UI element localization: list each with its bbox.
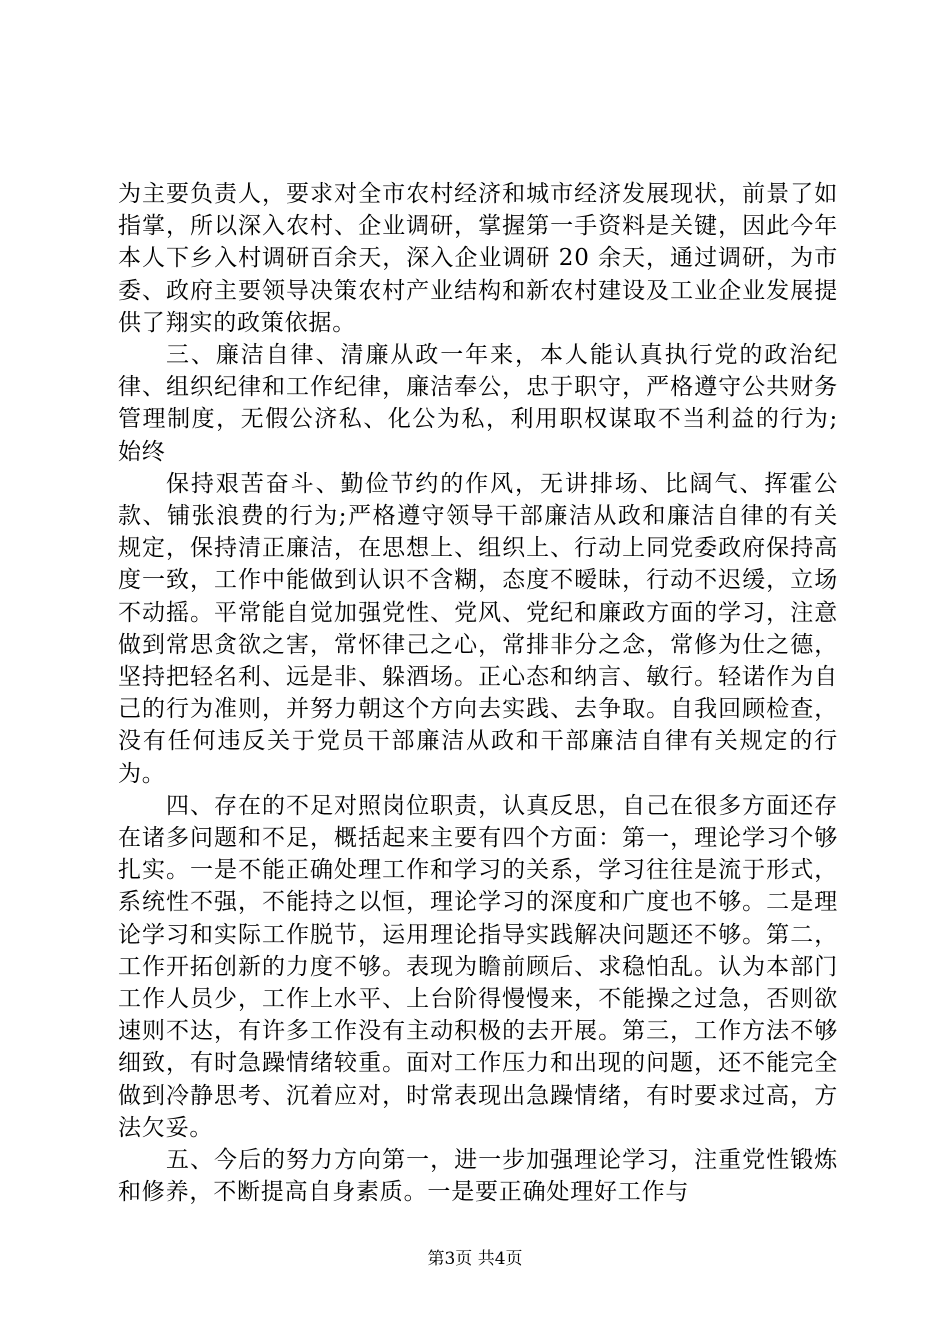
document-body <box>118 178 838 1209</box>
page-footer: 第3页 共4页 <box>427 1249 523 1269</box>
paragraph-4: 四、存在的不足对照岗位职责，认真反思，自己在很多方面还存在诸多问题和不足，概括起来主要有四个方面：第一，理论学习个够扎实。一是不能正确处理工作和学习的关系，学习往往是流于形式，系统性不强，不能持之以恒，理论学习的深度和广度也不够。二是理论学习和实际工作脱节，运用理论指导实践解决问题还不够。第二，工作开拓创新的力度不够。表现为瞻前顾后、求稳怕乱。认为本部门工作人员少，工作上水平、上台阶得慢慢来，不能操之过急，否则欲速则不达，有许多工作没有主动积极的去开展。第三，工作方法不够细致，有时急躁情绪较重。面对工作压力和出现的问题，还不能完全做到冷静思考、沉着应对，时常表现出急躁情绪，有时要求过高，方法欠妥。 <box>118 792 838 1141</box>
paragraph-3: 保持艰苦奋斗、勤俭节约的作风，无讲排场、比阔气、挥霍公款、铺张浪费的行为;严格遵守领导干部廉洁从政和廉洁自律的有关规定，保持清正廉洁，在思想上、组织上、行动上同党委政府保持高度一致，工作中能做到认识不含糊，态度不暧昧，行动不迟缓，立场不动摇。平常能自觉加强党性、党风、党纪和廉政方面的学习，注意做到常思贪欲之害，常怀律己之心，常排非分之念，常修为仕之德，坚持把轻名利、远是非、躲酒场。正心态和纳言、敏行。轻诺作为自己的行为准则，并努力朝这个方向去实践、去争取。自我回顾检查，没有任何违反关于党员干部廉洁从政和干部廉洁自律有关规定的行为。 <box>118 470 838 787</box>
paragraph-1: 为主要负责人，要求对全市农村经济和城市经济发展现状，前景了如指掌，所以深入农村、企业调研，掌握第一手资料是关键，因此今年本人下乡入村调研百余天，深入企业调研 20 余天，通过调研，为市委、政府主要领导决策农村产业结构和新农村建设及工业企业发展提供了翔实的政策依据。 <box>118 181 838 336</box>
paragraph-5: 五、今后的努力方向第一，进一步加强理论学习，注重党性锻炼和修养，不断提高自身素质。一是要正确处理好工作与 <box>118 1147 838 1206</box>
paragraph-2: 三、廉洁自律、清廉从政一年来，本人能认真执行党的政治纪律、组织纪律和工作纪律，廉洁奉公，忠于职守，严格遵守公共财务管理制度，无假公济私、化公为私，利用职权谋取不当利益的行为;始终 <box>118 342 838 465</box>
